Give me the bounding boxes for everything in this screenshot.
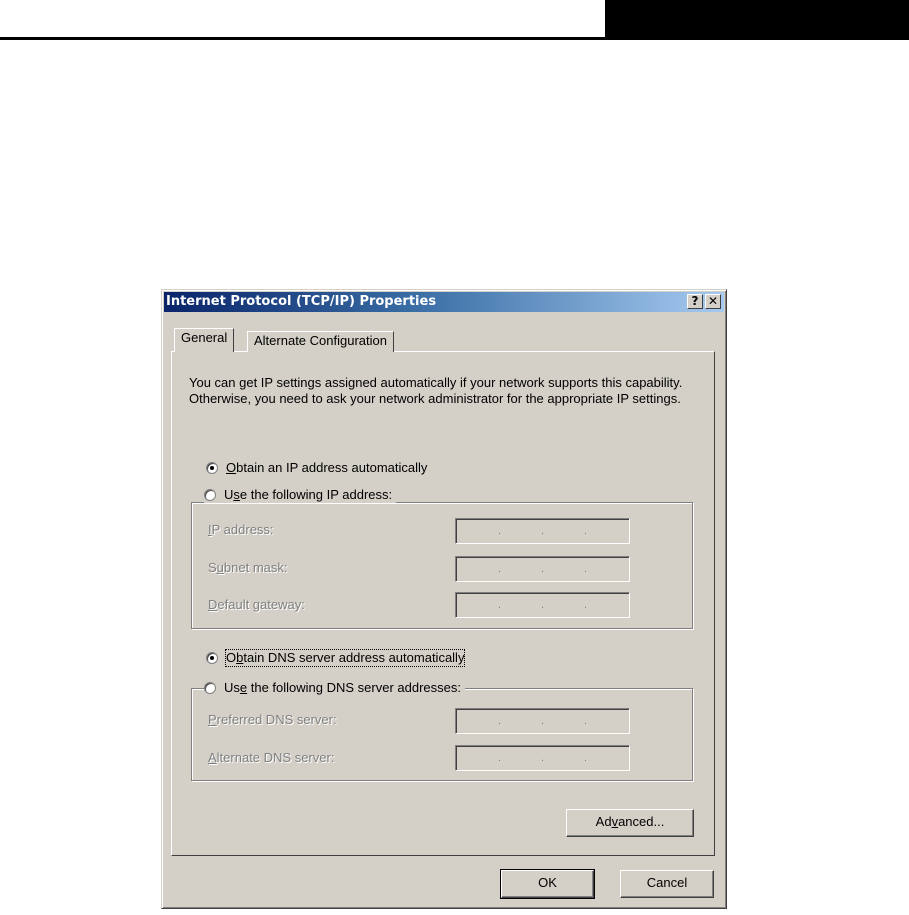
radio-checked-icon (206, 462, 218, 474)
tab-alternate-configuration[interactable]: Alternate Configuration (247, 331, 394, 352)
help-button[interactable] (687, 294, 703, 309)
help-icon: ? (691, 294, 699, 308)
obtain-dns-auto-label: Obtain DNS server address automatically (226, 650, 465, 665)
alternate-dns-label: Alternate DNS server: (208, 750, 335, 765)
radio-unchecked-icon (204, 489, 216, 501)
subnet-mask-input[interactable]: . . . (455, 556, 630, 582)
obtain-ip-auto-radio[interactable] (206, 460, 427, 476)
obtain-ip-auto-label: Obtain an IP address automatically (226, 460, 428, 475)
use-following-dns-radio[interactable] (204, 680, 465, 696)
title-bar[interactable] (164, 292, 724, 312)
radio-checked-icon (206, 652, 218, 664)
subnet-mask-label: Subnet mask: (208, 560, 288, 575)
use-following-ip-label: Use the following IP address: (224, 487, 393, 502)
ip-address-input[interactable]: . . . (455, 518, 630, 544)
dialog-title: Internet Protocol (TCP/IP) Properties (166, 294, 437, 309)
radio-unchecked-icon (204, 682, 216, 694)
preferred-dns-label: Preferred DNS server: (208, 712, 337, 727)
header-black-box (605, 0, 909, 38)
ok-button[interactable]: OK (501, 870, 594, 898)
default-gateway-label: Default gateway: (208, 597, 305, 612)
tab-general[interactable]: General (174, 328, 234, 352)
use-following-ip-radio[interactable] (204, 487, 396, 503)
default-gateway-input[interactable]: . . . (455, 592, 630, 618)
preferred-dns-input[interactable]: . . . (455, 708, 630, 734)
close-icon: ✕ (707, 294, 719, 308)
close-button[interactable] (705, 294, 721, 309)
ip-address-label: IP address: (208, 522, 274, 537)
tcpip-properties-dialog (161, 289, 727, 909)
cancel-button[interactable]: Cancel (620, 870, 714, 898)
obtain-dns-auto-radio[interactable] (206, 650, 464, 666)
use-following-dns-label: Use the following DNS server addresses: (224, 680, 461, 695)
header-rule (0, 37, 909, 40)
description-text: You can get IP settings assigned automatically if your network supports this capability. Otherwise, you need to ask your network administrator for the appropriate IP settings. (189, 375, 683, 406)
advanced-button[interactable]: Advanced... (566, 809, 694, 837)
alternate-dns-input[interactable]: . . . (455, 745, 630, 771)
